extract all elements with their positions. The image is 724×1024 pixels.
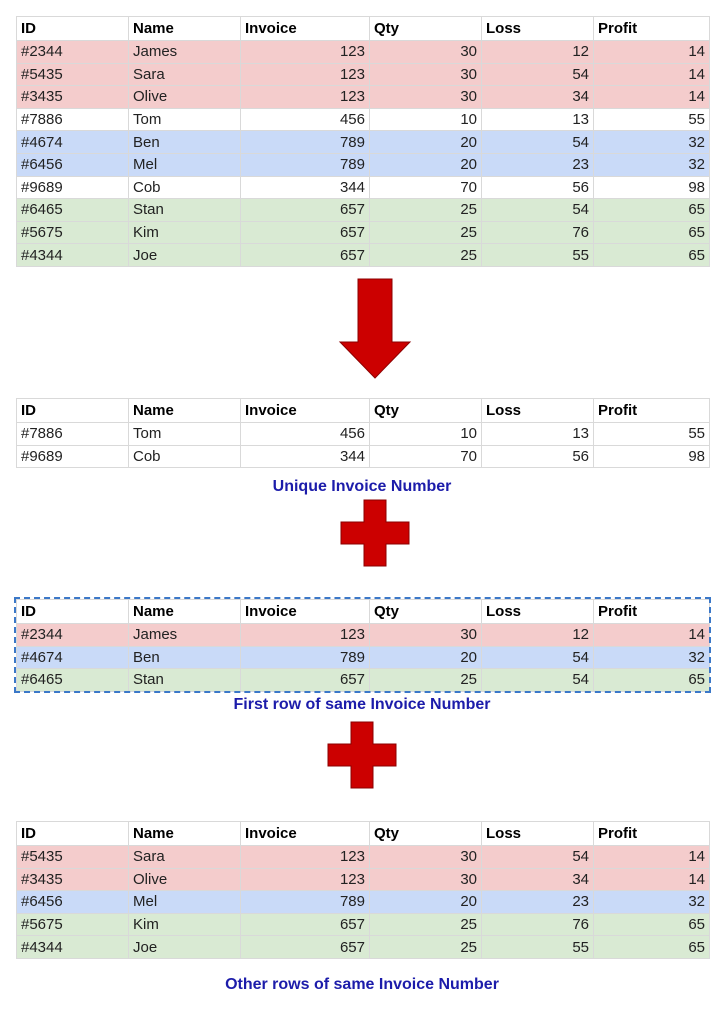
cell-id: #6465: [17, 199, 129, 222]
header-row: [17, 399, 710, 423]
cell-loss: 54: [482, 669, 594, 692]
cell-qty: 20: [370, 131, 482, 154]
header-row: [17, 17, 710, 41]
table-row: [17, 445, 710, 468]
cell-loss: 54: [482, 199, 594, 222]
column-header-profit: Profit: [594, 822, 710, 846]
cell-invoice: 789: [241, 891, 370, 914]
cell-loss: 54: [482, 131, 594, 154]
cell-loss: 56: [482, 176, 594, 199]
cell-id: #9689: [17, 176, 129, 199]
table-row: [17, 108, 710, 131]
cell-id: #7886: [17, 108, 129, 131]
cell-id: #6456: [17, 153, 129, 176]
cell-id: #9689: [17, 445, 129, 468]
column-header-name: Name: [129, 17, 241, 41]
cell-loss: 55: [482, 244, 594, 267]
cell-id: #2344: [17, 624, 129, 647]
cell-loss: 34: [482, 86, 594, 109]
cell-loss: 12: [482, 624, 594, 647]
column-header-loss: Loss: [482, 17, 594, 41]
dashed-selection-border: [14, 597, 711, 693]
cell-qty: 20: [370, 153, 482, 176]
cell-id: #4344: [17, 244, 129, 267]
cell-invoice: 123: [241, 63, 370, 86]
column-header-id: ID: [17, 822, 129, 846]
cell-loss: 76: [482, 913, 594, 936]
cell-name: Cob: [129, 445, 241, 468]
cell-loss: 34: [482, 868, 594, 891]
table-row: [17, 199, 710, 222]
cell-id: #5675: [17, 913, 129, 936]
unique-invoice-table: [16, 398, 710, 468]
cell-profit: 98: [594, 445, 710, 468]
cell-loss: 23: [482, 153, 594, 176]
cell-qty: 10: [370, 423, 482, 446]
cell-invoice: 657: [241, 221, 370, 244]
column-header-loss: Loss: [482, 822, 594, 846]
cell-invoice: 657: [241, 669, 370, 692]
cell-name: Sara: [129, 63, 241, 86]
cell-name: James: [129, 41, 241, 64]
cell-invoice: 657: [241, 244, 370, 267]
cell-loss: 54: [482, 63, 594, 86]
cell-profit: 98: [594, 176, 710, 199]
column-header-invoice: Invoice: [241, 17, 370, 41]
cell-profit: 65: [594, 221, 710, 244]
cell-id: #2344: [17, 41, 129, 64]
column-header-id: ID: [17, 399, 129, 423]
plus-icon: [327, 721, 397, 789]
cell-id: #5435: [17, 63, 129, 86]
other-rows-caption: Other rows of same Invoice Number: [225, 976, 499, 993]
plus-icon: [340, 499, 410, 567]
cell-loss: 76: [482, 221, 594, 244]
table-row: [17, 153, 710, 176]
cell-name: Tom: [129, 423, 241, 446]
cell-loss: 13: [482, 108, 594, 131]
cell-loss: 12: [482, 41, 594, 64]
column-header-name: Name: [129, 600, 241, 624]
table-row: [17, 913, 710, 936]
cell-name: Olive: [129, 86, 241, 109]
column-header-qty: Qty: [370, 822, 482, 846]
cell-profit: 32: [594, 131, 710, 154]
cell-qty: 25: [370, 221, 482, 244]
cell-qty: 30: [370, 41, 482, 64]
cell-loss: 54: [482, 646, 594, 669]
cell-profit: 55: [594, 108, 710, 131]
cell-name: Stan: [129, 199, 241, 222]
cell-invoice: 789: [241, 153, 370, 176]
cell-invoice: 123: [241, 846, 370, 869]
cell-qty: 10: [370, 108, 482, 131]
cell-qty: 25: [370, 669, 482, 692]
cell-profit: 14: [594, 624, 710, 647]
cell-loss: 13: [482, 423, 594, 446]
cell-name: Kim: [129, 221, 241, 244]
column-header-profit: Profit: [594, 600, 710, 624]
cell-name: Olive: [129, 868, 241, 891]
first-row-caption: First row of same Invoice Number: [233, 696, 491, 713]
cell-profit: 55: [594, 423, 710, 446]
column-header-qty: Qty: [370, 600, 482, 624]
cell-qty: 30: [370, 846, 482, 869]
cell-name: Cob: [129, 176, 241, 199]
cell-profit: 14: [594, 846, 710, 869]
cell-qty: 25: [370, 199, 482, 222]
cell-profit: 32: [594, 891, 710, 914]
column-header-invoice: Invoice: [241, 600, 370, 624]
cell-id: #4344: [17, 936, 129, 959]
cell-name: Stan: [129, 669, 241, 692]
cell-name: James: [129, 624, 241, 647]
cell-qty: 25: [370, 244, 482, 267]
cell-name: Ben: [129, 646, 241, 669]
cell-invoice: 123: [241, 624, 370, 647]
cell-id: #6465: [17, 669, 129, 692]
table-row: [17, 176, 710, 199]
cell-qty: 25: [370, 936, 482, 959]
cell-invoice: 456: [241, 108, 370, 131]
cell-profit: 14: [594, 86, 710, 109]
table-row: [17, 86, 710, 109]
cell-profit: 14: [594, 41, 710, 64]
cell-id: #7886: [17, 423, 129, 446]
column-header-qty: Qty: [370, 399, 482, 423]
cell-invoice: 344: [241, 445, 370, 468]
cell-profit: 14: [594, 868, 710, 891]
cell-id: #5675: [17, 221, 129, 244]
cell-loss: 55: [482, 936, 594, 959]
cell-name: Tom: [129, 108, 241, 131]
table-row: [17, 423, 710, 446]
column-header-invoice: Invoice: [241, 822, 370, 846]
column-header-loss: Loss: [482, 399, 594, 423]
cell-profit: 65: [594, 199, 710, 222]
cell-id: #4674: [17, 131, 129, 154]
cell-name: Kim: [129, 913, 241, 936]
cell-profit: 32: [594, 153, 710, 176]
column-header-loss: Loss: [482, 600, 594, 624]
source-table: [16, 16, 710, 267]
cell-profit: 65: [594, 936, 710, 959]
cell-invoice: 789: [241, 131, 370, 154]
cell-invoice: 123: [241, 86, 370, 109]
cell-invoice: 123: [241, 868, 370, 891]
cell-invoice: 123: [241, 41, 370, 64]
cell-profit: 32: [594, 646, 710, 669]
column-header-id: ID: [17, 600, 129, 624]
cell-invoice: 657: [241, 936, 370, 959]
cell-profit: 65: [594, 669, 710, 692]
cell-qty: 30: [370, 868, 482, 891]
cell-profit: 14: [594, 63, 710, 86]
table-row: [17, 63, 710, 86]
table-row: [17, 41, 710, 64]
cell-name: Mel: [129, 153, 241, 176]
cell-name: Joe: [129, 244, 241, 267]
cell-qty: 30: [370, 624, 482, 647]
cell-invoice: 657: [241, 913, 370, 936]
column-header-profit: Profit: [594, 399, 710, 423]
cell-profit: 65: [594, 913, 710, 936]
cell-qty: 20: [370, 891, 482, 914]
table-row: [17, 868, 710, 891]
cell-id: #5435: [17, 846, 129, 869]
table-row: [17, 846, 710, 869]
cell-loss: 23: [482, 891, 594, 914]
cell-profit: 65: [594, 244, 710, 267]
cell-id: #3435: [17, 868, 129, 891]
table-row: [17, 891, 710, 914]
cell-qty: 70: [370, 176, 482, 199]
cell-invoice: 456: [241, 423, 370, 446]
table-row: [17, 936, 710, 959]
cell-qty: 30: [370, 63, 482, 86]
cell-id: #3435: [17, 86, 129, 109]
cell-invoice: 344: [241, 176, 370, 199]
unique-invoice-caption: Unique Invoice Number: [272, 478, 452, 495]
cell-qty: 20: [370, 646, 482, 669]
cell-invoice: 789: [241, 646, 370, 669]
column-header-name: Name: [129, 822, 241, 846]
cell-qty: 25: [370, 913, 482, 936]
column-header-id: ID: [17, 17, 129, 41]
table-row: [17, 131, 710, 154]
cell-loss: 56: [482, 445, 594, 468]
cell-name: Ben: [129, 131, 241, 154]
cell-invoice: 657: [241, 199, 370, 222]
cell-qty: 30: [370, 86, 482, 109]
column-header-profit: Profit: [594, 17, 710, 41]
column-header-invoice: Invoice: [241, 399, 370, 423]
table-row: [17, 244, 710, 267]
header-row: [17, 822, 710, 846]
cell-id: #6456: [17, 891, 129, 914]
table-row: [17, 221, 710, 244]
down-arrow-icon: [338, 278, 412, 380]
cell-name: Mel: [129, 891, 241, 914]
other-rows-table: [16, 821, 710, 959]
cell-id: #4674: [17, 646, 129, 669]
cell-name: Sara: [129, 846, 241, 869]
column-header-name: Name: [129, 399, 241, 423]
cell-qty: 70: [370, 445, 482, 468]
column-header-qty: Qty: [370, 17, 482, 41]
cell-name: Joe: [129, 936, 241, 959]
cell-loss: 54: [482, 846, 594, 869]
